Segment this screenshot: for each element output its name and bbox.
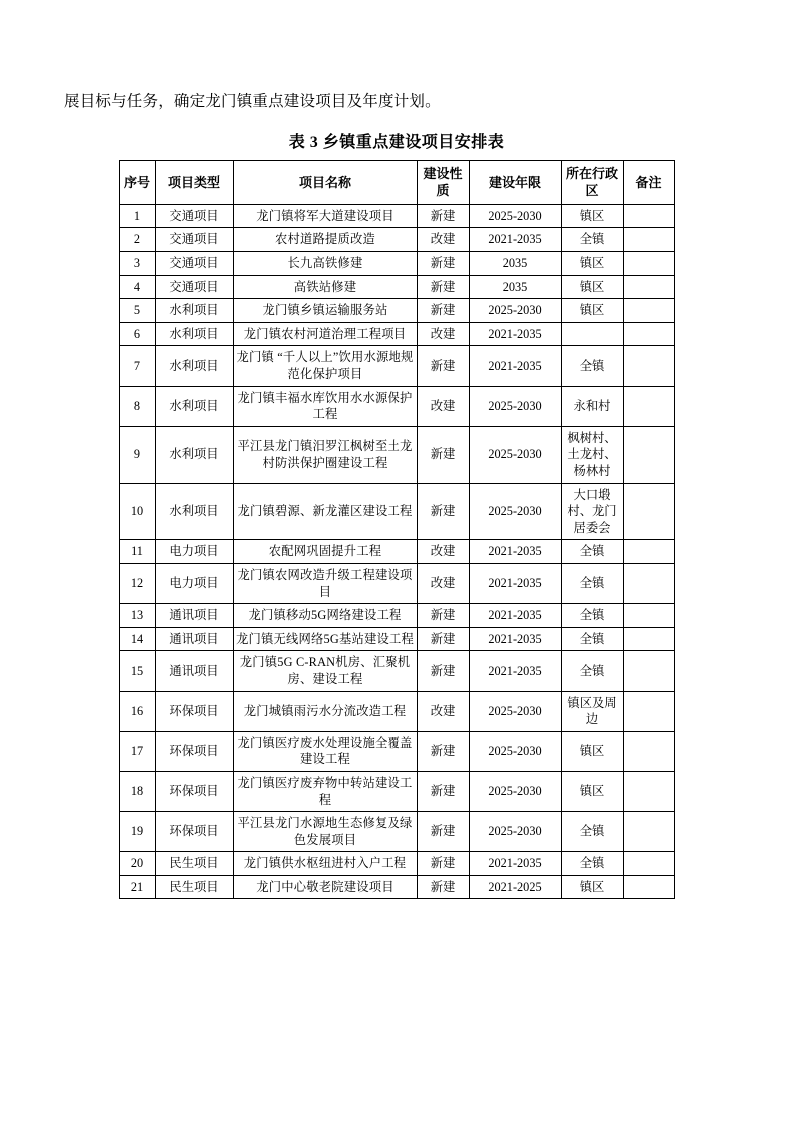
cell-region: 镇区 (561, 731, 623, 771)
cell-remark (623, 322, 674, 346)
cell-remark (623, 627, 674, 651)
cell-region: 镇区 (561, 275, 623, 299)
table-row (119, 483, 674, 540)
cell-nature: 改建 (417, 228, 469, 252)
cell-nature: 改建 (417, 322, 469, 346)
cell-no: 17 (119, 731, 155, 771)
cell-no: 11 (119, 540, 155, 564)
cell-nature: 改建 (417, 540, 469, 564)
cell-type: 水利项目 (155, 426, 233, 483)
cell-period: 2021-2035 (469, 228, 561, 252)
cell-nature: 改建 (417, 386, 469, 426)
table-row (119, 627, 674, 651)
cell-name: 高铁站修建 (233, 275, 417, 299)
cell-type: 民生项目 (155, 852, 233, 876)
cell-nature: 新建 (417, 299, 469, 323)
cell-remark (623, 228, 674, 252)
cell-name: 龙门镇乡镇运输服务站 (233, 299, 417, 323)
cell-nature: 新建 (417, 604, 469, 628)
table-row (119, 812, 674, 852)
cell-no: 9 (119, 426, 155, 483)
cell-no: 4 (119, 275, 155, 299)
cell-type: 交通项目 (155, 252, 233, 276)
table-row (119, 691, 674, 731)
cell-remark (623, 604, 674, 628)
cell-name: 龙门镇将军大道建设项目 (233, 204, 417, 228)
cell-remark (623, 204, 674, 228)
cell-no: 14 (119, 627, 155, 651)
cell-nature: 新建 (417, 812, 469, 852)
cell-nature: 新建 (417, 204, 469, 228)
cell-no: 12 (119, 563, 155, 603)
cell-type: 水利项目 (155, 346, 233, 386)
cell-type: 水利项目 (155, 386, 233, 426)
cell-period: 2035 (469, 252, 561, 276)
table-row (119, 252, 674, 276)
cell-no: 10 (119, 483, 155, 540)
cell-no: 18 (119, 771, 155, 811)
key-projects-table (119, 160, 675, 900)
cell-region: 全镇 (561, 852, 623, 876)
cell-remark (623, 299, 674, 323)
cell-type: 环保项目 (155, 812, 233, 852)
table-header (119, 160, 674, 204)
cell-period: 2021-2035 (469, 540, 561, 564)
table-row (119, 563, 674, 603)
cell-no: 15 (119, 651, 155, 691)
cell-no: 2 (119, 228, 155, 252)
cell-region: 全镇 (561, 627, 623, 651)
cell-name: 龙门镇供水枢纽进村入户工程 (233, 852, 417, 876)
table-row (119, 299, 674, 323)
cell-remark (623, 852, 674, 876)
cell-region: 全镇 (561, 346, 623, 386)
cell-type: 水利项目 (155, 483, 233, 540)
column-header-remark: 备注 (623, 160, 674, 204)
cell-no: 6 (119, 322, 155, 346)
cell-name: 平江县龙门镇汨罗江枫树至土龙村防洪保护圈建设工程 (233, 426, 417, 483)
cell-no: 21 (119, 875, 155, 899)
cell-period: 2025-2030 (469, 691, 561, 731)
cell-nature: 新建 (417, 627, 469, 651)
cell-no: 19 (119, 812, 155, 852)
cell-period: 2021-2035 (469, 651, 561, 691)
cell-no: 3 (119, 252, 155, 276)
cell-nature: 新建 (417, 852, 469, 876)
cell-name: 农村道路提质改造 (233, 228, 417, 252)
cell-period: 2025-2030 (469, 299, 561, 323)
intro-paragraph: 展目标与任务，确定龙门镇重点建设项目及年度计划。 (64, 93, 441, 110)
cell-period: 2035 (469, 275, 561, 299)
cell-name: 龙门镇5G C-RAN机房、汇聚机房、建设工程 (233, 651, 417, 691)
cell-name: 龙门镇丰福水库饮用水水源保护工程 (233, 386, 417, 426)
cell-remark (623, 275, 674, 299)
cell-nature: 新建 (417, 875, 469, 899)
cell-name: 龙门镇医疗废水处理设施全覆盖建设工程 (233, 731, 417, 771)
table-row (119, 651, 674, 691)
cell-remark (623, 563, 674, 603)
cell-remark (623, 651, 674, 691)
cell-region: 镇区 (561, 875, 623, 899)
table-header-row (119, 160, 674, 204)
cell-region: 大口塅村、龙门居委会 (561, 483, 623, 540)
cell-name: 龙门镇无线网络5G基站建设工程 (233, 627, 417, 651)
cell-region: 全镇 (561, 228, 623, 252)
cell-remark (623, 483, 674, 540)
cell-period: 2025-2030 (469, 426, 561, 483)
cell-type: 水利项目 (155, 299, 233, 323)
cell-type: 交通项目 (155, 228, 233, 252)
cell-nature: 新建 (417, 426, 469, 483)
cell-remark (623, 346, 674, 386)
cell-period: 2025-2030 (469, 483, 561, 540)
column-header-region: 所在行政区 (561, 160, 623, 204)
column-header-no: 序号 (119, 160, 155, 204)
column-header-period: 建设年限 (469, 160, 561, 204)
table-row (119, 875, 674, 899)
cell-region: 枫树村、土龙村、杨林村 (561, 426, 623, 483)
cell-period: 2025-2030 (469, 386, 561, 426)
cell-region: 全镇 (561, 604, 623, 628)
cell-region: 全镇 (561, 651, 623, 691)
cell-remark (623, 426, 674, 483)
cell-name: 农配网巩固提升工程 (233, 540, 417, 564)
cell-period: 2021-2035 (469, 852, 561, 876)
cell-remark (623, 691, 674, 731)
cell-type: 环保项目 (155, 691, 233, 731)
cell-type: 交通项目 (155, 275, 233, 299)
cell-region: 镇区及周边 (561, 691, 623, 731)
cell-period: 2025-2030 (469, 812, 561, 852)
cell-type: 水利项目 (155, 322, 233, 346)
cell-no: 16 (119, 691, 155, 731)
table-row (119, 346, 674, 386)
column-header-name: 项目名称 (233, 160, 417, 204)
column-header-type: 项目类型 (155, 160, 233, 204)
cell-no: 13 (119, 604, 155, 628)
cell-name: 龙门镇 “千人以上”饮用水源地规范化保护项目 (233, 346, 417, 386)
cell-region: 全镇 (561, 812, 623, 852)
cell-remark (623, 540, 674, 564)
cell-region: 镇区 (561, 299, 623, 323)
table-row (119, 426, 674, 483)
cell-nature: 新建 (417, 651, 469, 691)
cell-region: 镇区 (561, 771, 623, 811)
cell-name: 龙门镇农村河道治理工程项目 (233, 322, 417, 346)
cell-name: 龙门镇医疗废弃物中转站建设工程 (233, 771, 417, 811)
cell-nature: 新建 (417, 252, 469, 276)
cell-region: 镇区 (561, 252, 623, 276)
cell-type: 电力项目 (155, 563, 233, 603)
cell-no: 5 (119, 299, 155, 323)
cell-remark (623, 875, 674, 899)
cell-type: 交通项目 (155, 204, 233, 228)
cell-nature: 新建 (417, 275, 469, 299)
table-row (119, 228, 674, 252)
cell-period: 2021-2035 (469, 563, 561, 603)
cell-type: 通讯项目 (155, 604, 233, 628)
cell-type: 环保项目 (155, 771, 233, 811)
cell-remark (623, 812, 674, 852)
cell-no: 20 (119, 852, 155, 876)
table-row (119, 771, 674, 811)
cell-nature: 改建 (417, 563, 469, 603)
cell-no: 1 (119, 204, 155, 228)
cell-type: 通讯项目 (155, 651, 233, 691)
cell-name: 龙门城镇雨污水分流改造工程 (233, 691, 417, 731)
cell-period: 2021-2025 (469, 875, 561, 899)
cell-no: 7 (119, 346, 155, 386)
table-row (119, 731, 674, 771)
cell-nature: 新建 (417, 346, 469, 386)
cell-name: 龙门镇碧源、新龙灌区建设工程 (233, 483, 417, 540)
cell-type: 电力项目 (155, 540, 233, 564)
cell-no: 8 (119, 386, 155, 426)
cell-period: 2025-2030 (469, 204, 561, 228)
cell-name: 平江县龙门水源地生态修复及绿色发展项目 (233, 812, 417, 852)
cell-nature: 改建 (417, 691, 469, 731)
cell-nature: 新建 (417, 771, 469, 811)
cell-region: 镇区 (561, 204, 623, 228)
cell-remark (623, 731, 674, 771)
table-body (119, 204, 674, 899)
cell-remark (623, 252, 674, 276)
cell-type: 环保项目 (155, 731, 233, 771)
cell-region (561, 322, 623, 346)
cell-period: 2021-2035 (469, 322, 561, 346)
table-row (119, 204, 674, 228)
cell-period: 2025-2030 (469, 771, 561, 811)
cell-remark (623, 771, 674, 811)
table-row (119, 604, 674, 628)
column-header-nature: 建设性质 (417, 160, 469, 204)
cell-remark (623, 386, 674, 426)
cell-region: 全镇 (561, 563, 623, 603)
cell-name: 长九高铁修建 (233, 252, 417, 276)
cell-region: 全镇 (561, 540, 623, 564)
cell-name: 龙门中心敬老院建设项目 (233, 875, 417, 899)
cell-nature: 新建 (417, 483, 469, 540)
cell-region: 永和村 (561, 386, 623, 426)
table-title: 表 3 乡镇重点建设项目安排表 (288, 133, 505, 151)
table-row (119, 852, 674, 876)
cell-period: 2021-2035 (469, 346, 561, 386)
cell-type: 民生项目 (155, 875, 233, 899)
table-row (119, 322, 674, 346)
cell-period: 2021-2035 (469, 627, 561, 651)
table-row (119, 540, 674, 564)
cell-type: 通讯项目 (155, 627, 233, 651)
cell-period: 2025-2030 (469, 731, 561, 771)
cell-nature: 新建 (417, 731, 469, 771)
cell-name: 龙门镇移动5G网络建设工程 (233, 604, 417, 628)
table-row (119, 386, 674, 426)
cell-period: 2021-2035 (469, 604, 561, 628)
table-row (119, 275, 674, 299)
cell-name: 龙门镇农网改造升级工程建设项目 (233, 563, 417, 603)
